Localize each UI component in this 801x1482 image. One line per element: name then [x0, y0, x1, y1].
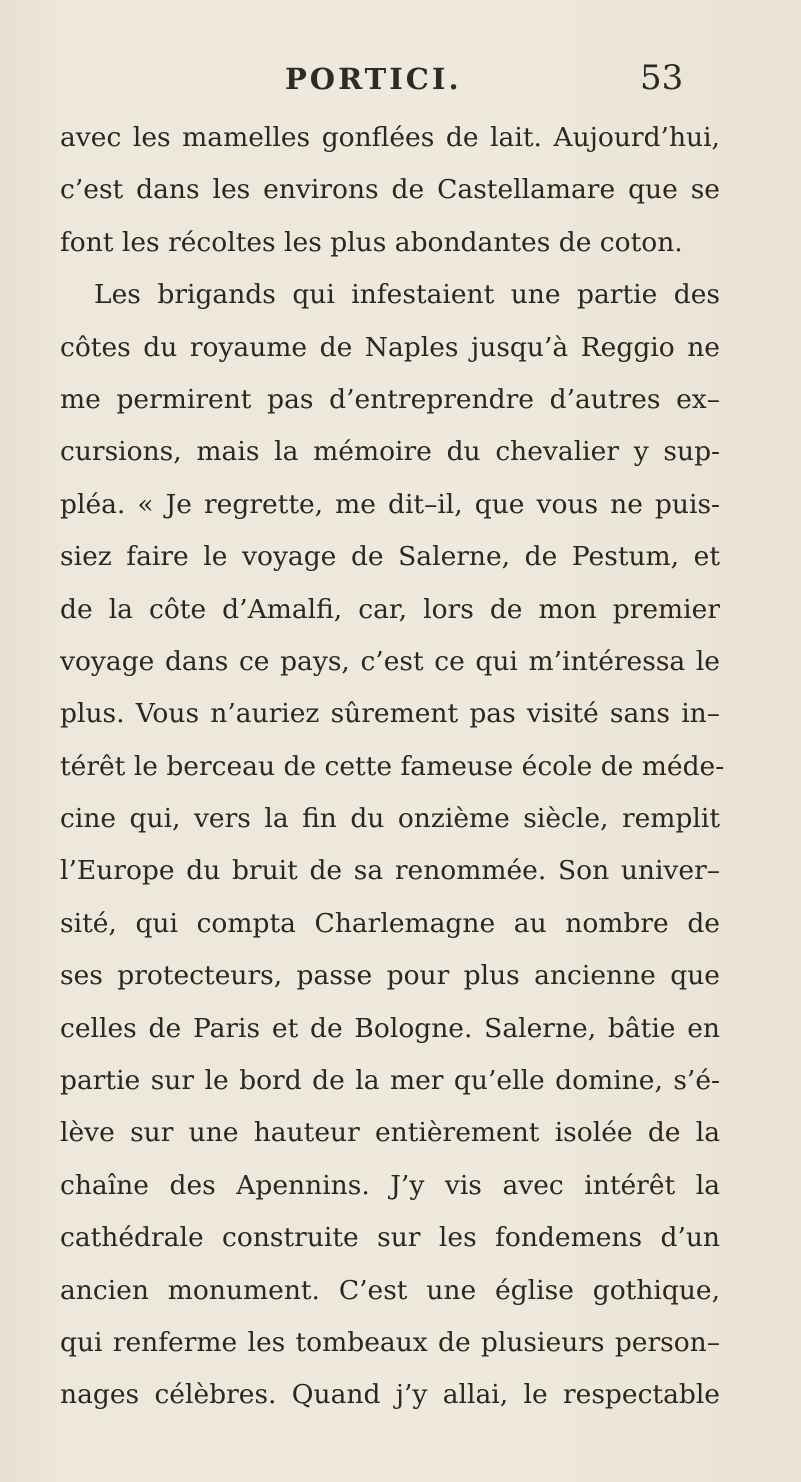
page-number: 53 [640, 58, 684, 98]
text-line: c’est dans les environs de Castellamare que se [60, 174, 720, 206]
text-line: Les brigands qui infestaient une partie des [94, 279, 720, 311]
text-line: plus. Vous n’auriez sûrement pas visité sans in– [60, 698, 720, 730]
text-line: font les récoltes les plus abondantes de coton. [60, 226, 683, 258]
text-line: cine qui, vers la fin du onzième siècle, remplit [60, 803, 720, 835]
text-line: côtes du royaume de Naples jusqu’à Reggio ne [60, 331, 720, 363]
text-line: pléa. « Je regrette, me dit–il, que vous ne puis- [60, 488, 720, 520]
text-line: ses protecteurs, passe pour plus ancienne que [60, 960, 720, 992]
text-line: cathédrale construite sur les fondemens d’un [60, 1222, 720, 1254]
text-line: siez faire le voyage de Salerne, de Pestum, et [60, 541, 720, 573]
text-line: avec les mamelles gonflées de lait. Aujourd’hui, [60, 122, 720, 153]
text-line: ancien monument. C’est une église gothique, [60, 1274, 720, 1306]
text-line: celles de Paris et de Bologne. Salerne, bâtie en [60, 1012, 720, 1044]
text-line: chaîne des Apennins. J’y vis avec intérêt la [60, 1169, 720, 1201]
text-line: me permirent pas d’entreprendre d’autres ex– [60, 383, 720, 415]
text-line: cursions, mais la mémoire du chevalier y sup- [60, 436, 720, 468]
text-line: lève sur une hauteur entièrement isolée de la [60, 1117, 720, 1149]
text-line: térêt le berceau de cette fameuse école de méde- [60, 750, 725, 782]
text-line: partie sur le bord de la mer qu’elle domine, s’é- [60, 1065, 720, 1097]
text-line: l’Europe du bruit de sa renommée. Son univer– [60, 855, 720, 887]
page-header [0, 58, 801, 102]
text-line: voyage dans ce pays, c’est ce qui m’intéressa le [60, 645, 720, 677]
running-head: PORTICI. [285, 62, 462, 96]
text-line: de la côte d’Amalfi, car, lors de mon premier [60, 593, 720, 625]
body-text [60, 112, 725, 1422]
text-line: nages célèbres. Quand j’y allai, le respectable [60, 1379, 720, 1411]
text-line: sité, qui compta Charlemagne au nombre de [60, 907, 720, 939]
text-line: qui renferme les tombeaux de plusieurs person– [60, 1326, 720, 1358]
